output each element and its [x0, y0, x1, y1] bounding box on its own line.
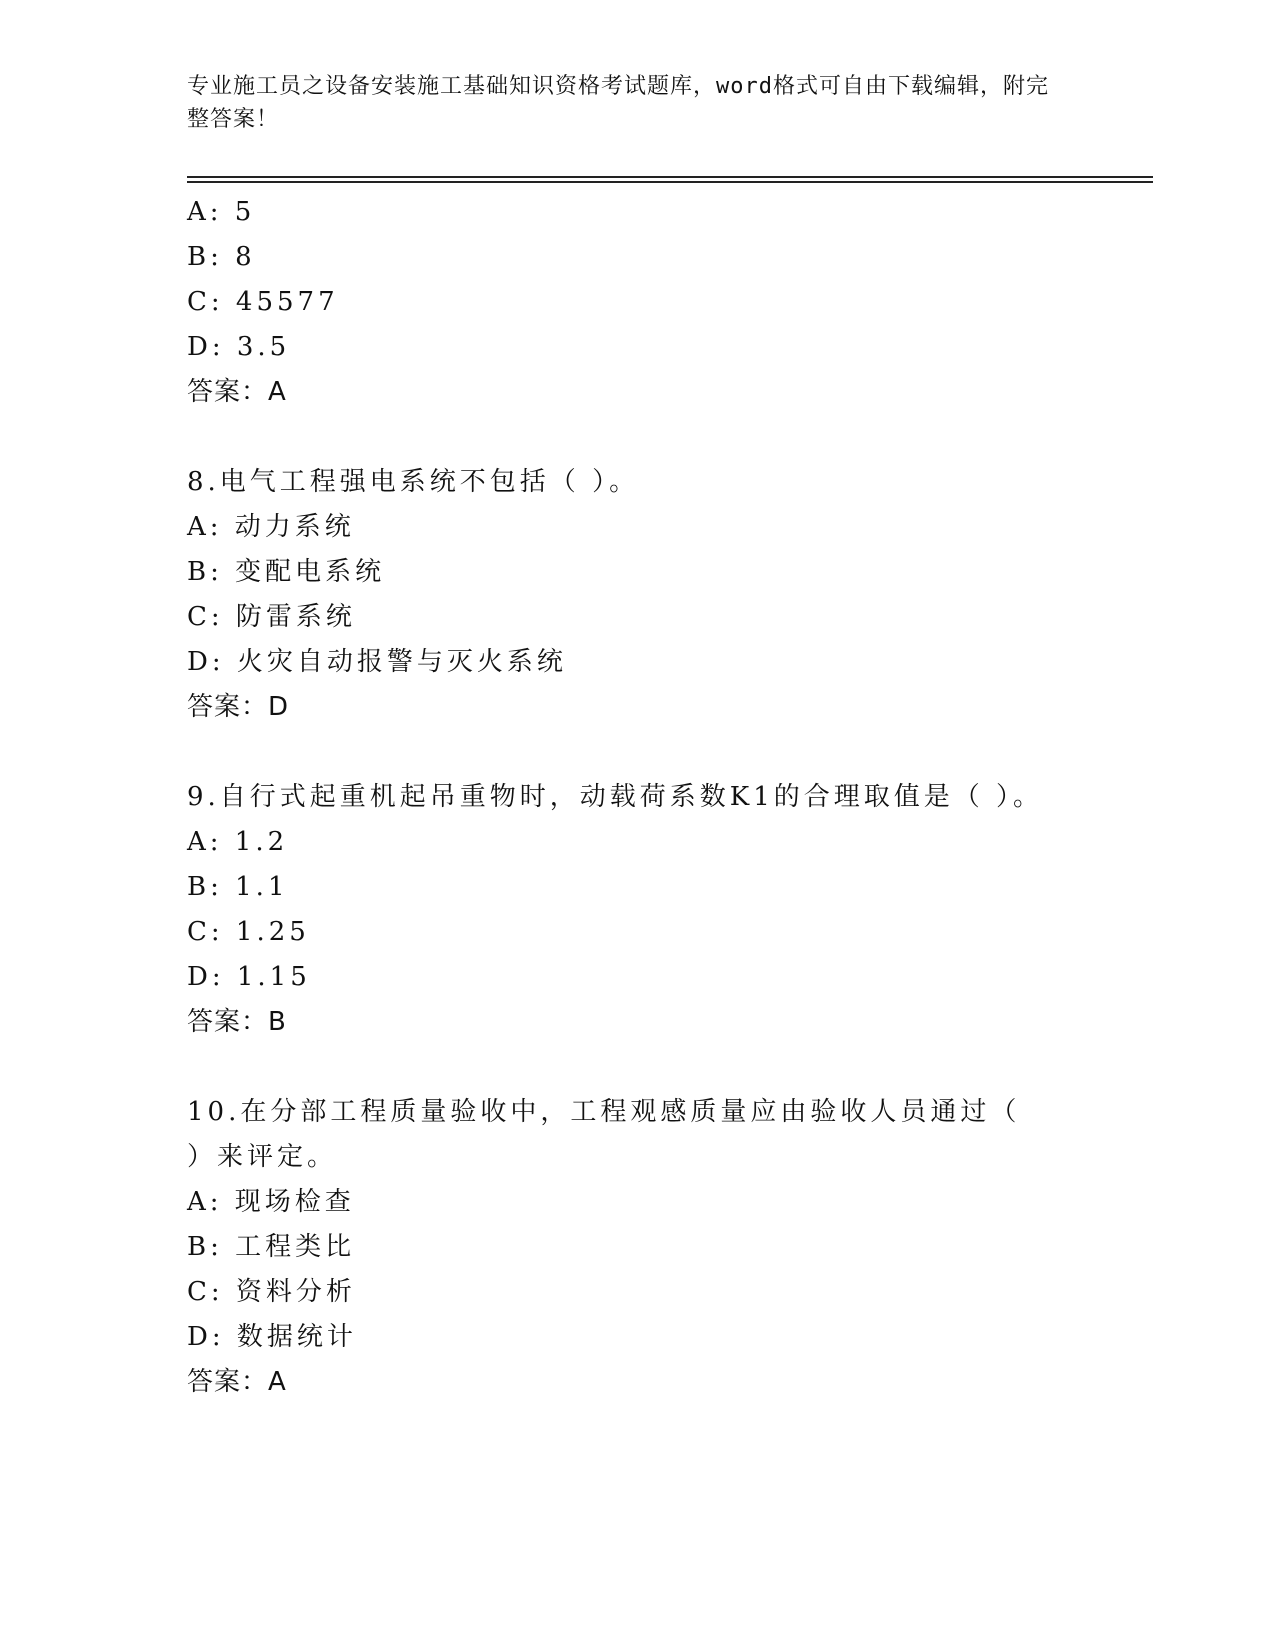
header-rule-top: [187, 176, 1153, 178]
question-block-8: [187, 460, 1107, 730]
question-list: [187, 190, 1107, 1405]
document-header: [187, 70, 1067, 136]
question-block-9: [187, 775, 1107, 1045]
option-b: B: 工程类比: [187, 1232, 356, 1262]
option-b: B: 变配电系统: [187, 557, 386, 587]
option-b: B: 8: [187, 242, 256, 272]
spacer: [187, 730, 1107, 775]
spacer: [187, 415, 1107, 460]
header-text: 专业施工员之设备安装施工基础知识资格考试题库，word格式可自由下载编辑，附完整答案！: [187, 74, 1049, 132]
answer-line: 答案：B: [187, 1007, 287, 1037]
option-b: B: 1.1: [187, 872, 289, 902]
option-d: D: 火灾自动报警与灭火系统: [187, 647, 567, 677]
option-c: C: 资料分析: [187, 1277, 356, 1307]
question-stem: 8.电气工程强电系统不包括（ ）。: [187, 467, 640, 497]
answer-line: 答案：A: [187, 1367, 287, 1397]
question-stem: 10.在分部工程质量验收中，工程观感质量应由验收人员通过（ ）来评定。: [187, 1097, 1021, 1172]
spacer: [187, 1045, 1107, 1090]
option-c: C: 1.25: [187, 917, 310, 947]
option-a: A: 现场检查: [187, 1187, 355, 1217]
option-c: C: 45577: [187, 287, 339, 317]
question-block-top: [187, 190, 1107, 415]
option-c: C: 防雷系统: [187, 602, 356, 632]
header-rule-bottom: [187, 181, 1153, 183]
question-stem: 9.自行式起重机起吊重物时，动载荷系数K1的合理取值是（ ）。: [187, 782, 1044, 812]
option-a: A: 1.2: [187, 827, 289, 857]
question-block-10: [187, 1090, 1107, 1405]
option-a: A: 动力系统: [187, 512, 355, 542]
option-d: D: 3.5: [187, 332, 291, 362]
option-d: D: 1.15: [187, 962, 311, 992]
answer-line: 答案：A: [187, 377, 287, 407]
answer-line: 答案：D: [187, 692, 290, 722]
option-d: D: 数据统计: [187, 1322, 357, 1352]
option-a: A: 5: [187, 197, 256, 227]
